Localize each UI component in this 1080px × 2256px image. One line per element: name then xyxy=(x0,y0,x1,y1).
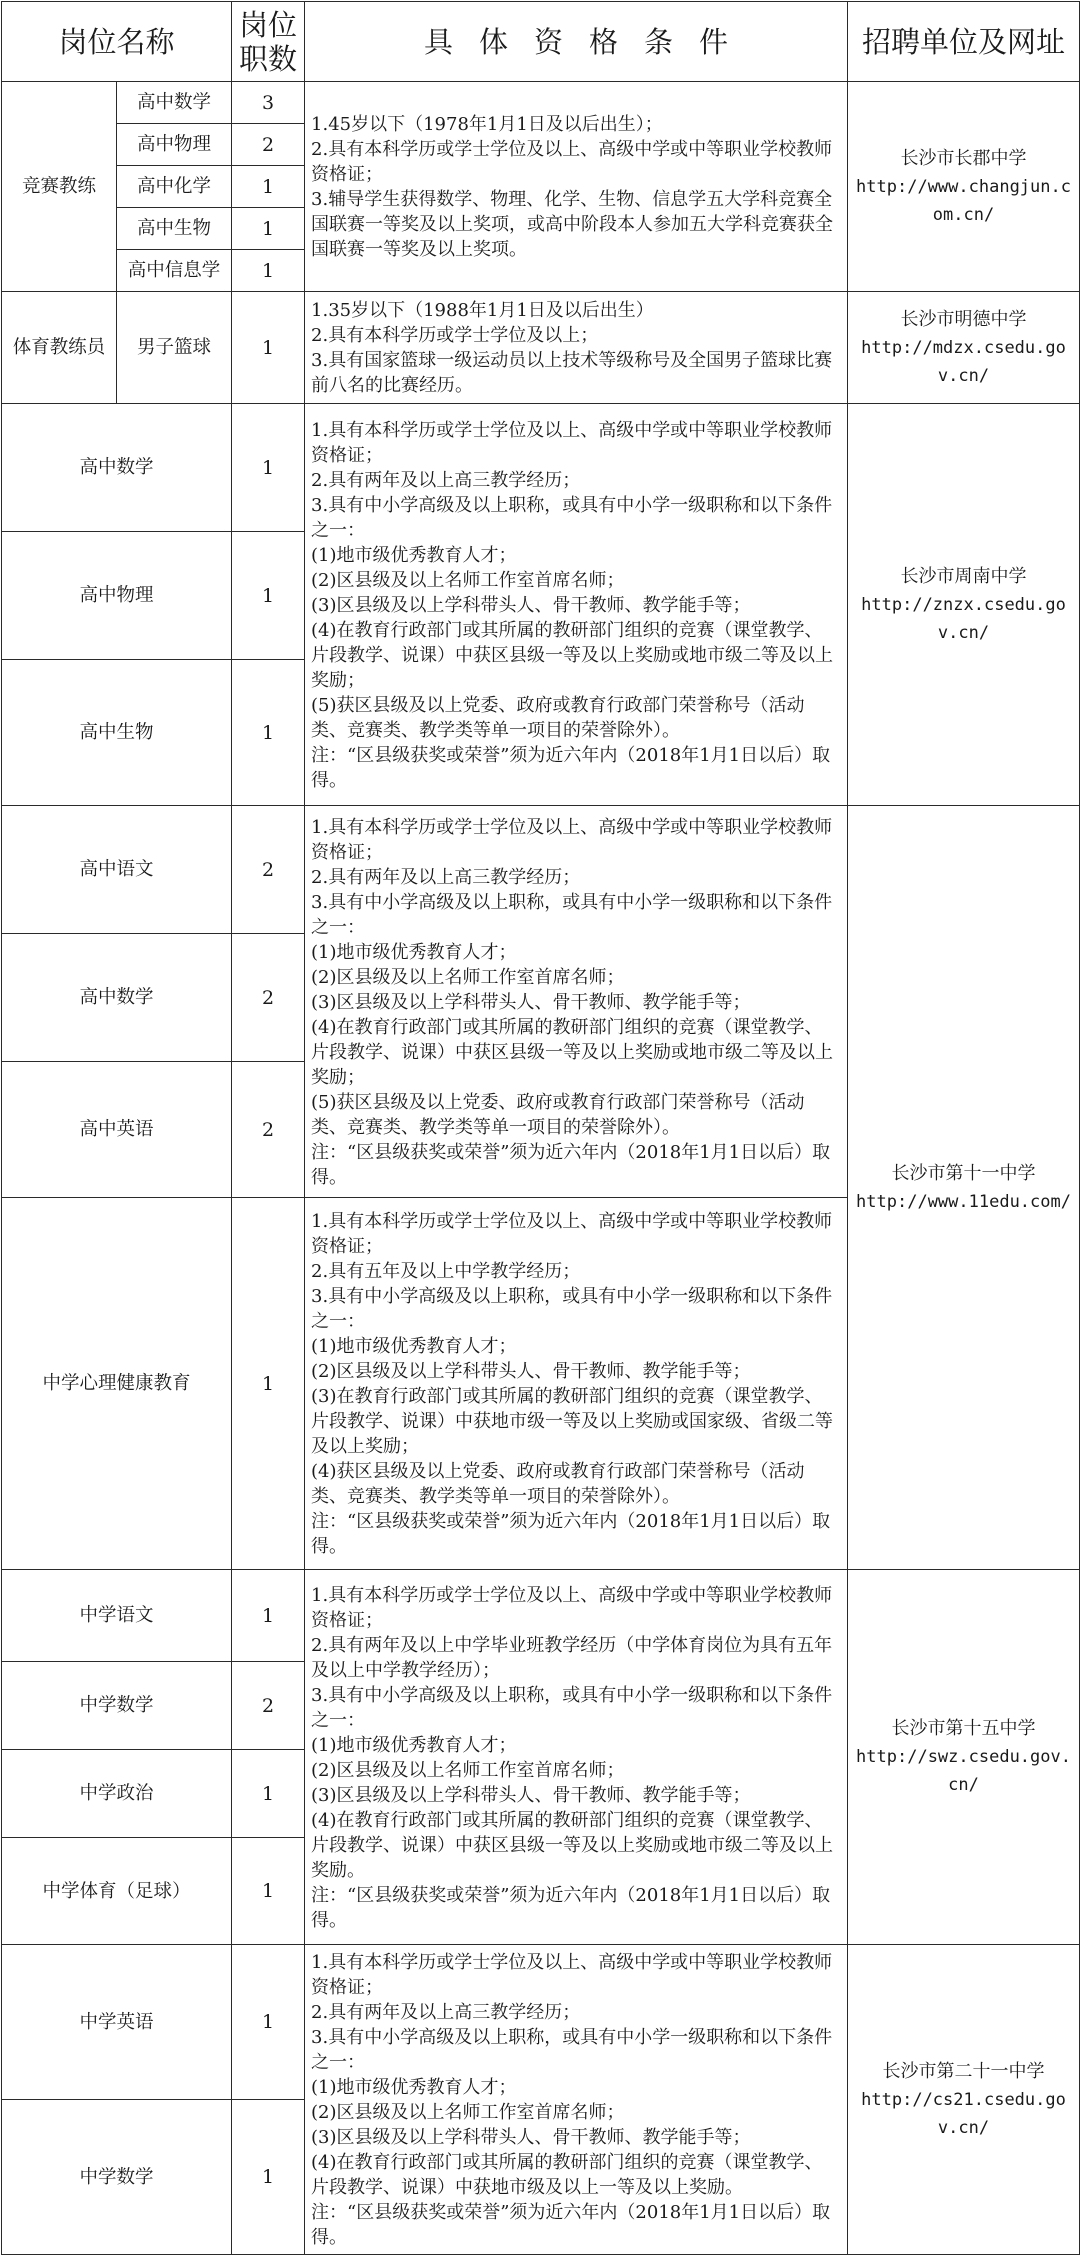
requirement-line: 1.45岁以下（1978年1月1日及以后出生）； xyxy=(311,114,663,135)
table-row xyxy=(2,404,1080,532)
position-count: 1 xyxy=(232,250,305,292)
position-name: 高中数学 xyxy=(117,82,232,124)
unit-url: http://cs21.csedu.gov.cn/ xyxy=(861,2089,1066,2138)
requirement-line: 3.具有中小学高级及以上职称，或具有中小学一级职称和以下条件之一： xyxy=(311,891,833,938)
requirement-line: 1.具有本科学历或学士学位及以上、高级中学或中等职业学校教师资格证； xyxy=(311,1584,833,1631)
requirement-line: 注：“区县级获奖或荣誉”须为近六年内（2018年1月1日以后）取得。 xyxy=(311,1884,831,1931)
position-count: 1 xyxy=(232,1198,305,1570)
requirement-line: (1)地市级优秀教育人才； xyxy=(311,2077,517,2098)
requirement-line: 注：“区县级获奖或荣誉”须为近六年内（2018年1月1日以后）取得。 xyxy=(311,744,831,791)
position-count: 1 xyxy=(232,404,305,532)
position-name: 男子篮球 xyxy=(117,292,232,404)
position-name: 中学语文 xyxy=(2,1570,232,1662)
requirement-line: (2)区县级及以上名师工作室首席名师； xyxy=(311,2102,625,2123)
position-name: 高中数学 xyxy=(2,934,232,1062)
unit-name: 长沙市第二十一中学 xyxy=(882,2060,1045,2082)
unit-cell xyxy=(848,1570,1080,1945)
unit-cell xyxy=(848,292,1080,404)
recruitment-table xyxy=(1,1,1080,2255)
requirement-line: (1)地市级优秀教育人才； xyxy=(311,1734,517,1756)
requirement-line: 3.辅导学生获得数学、物理、化学、生物、信息学五大学科竞赛全国联赛一等奖及以上奖项，或高中阶段本人参加五大学科竞赛获全国联赛一等奖及以上奖项。 xyxy=(311,189,834,260)
position-name: 高中物理 xyxy=(2,532,232,660)
requirement-line: 2.具有两年及以上高三教学经历； xyxy=(311,866,581,888)
position-count: 2 xyxy=(232,1662,305,1750)
position-name: 高中物理 xyxy=(117,124,232,166)
unit-cell xyxy=(848,404,1080,806)
position-count: 1 xyxy=(232,1945,305,2100)
table-row xyxy=(2,806,1080,934)
requirement-line: (3)区县级及以上学科带头人、骨干教师、教学能手等； xyxy=(311,1784,751,1806)
unit-url: http://www.changjun.com.cn/ xyxy=(856,176,1071,225)
category-cell: 竞赛教练 xyxy=(2,82,117,292)
position-name: 中学数学 xyxy=(2,2100,232,2255)
position-name: 高中语文 xyxy=(2,806,232,934)
requirement-line: 1.具有本科学历或学士学位及以上、高级中学或中等职业学校教师资格证； xyxy=(311,1211,833,1257)
position-name: 中学体育（足球） xyxy=(2,1838,232,1945)
requirement-line: 2.具有五年及以上中学教学经历； xyxy=(311,1261,581,1282)
requirement-line: 2.具有两年及以上高三教学经历； xyxy=(311,469,581,491)
requirement-line: 注：“区县级获奖或荣誉”须为近六年内（2018年1月1日以后）取得。 xyxy=(311,1141,831,1188)
position-count: 1 xyxy=(232,292,305,404)
position-name: 高中化学 xyxy=(117,166,232,208)
requirement-line: (2)区县级及以上名师工作室首席名师； xyxy=(311,1759,625,1781)
requirement-line: (5)获区县级及以上党委、政府或教育行政部门荣誉称号（活动类、竞赛类、教学类等单一项目的荣誉除外）。 xyxy=(311,1091,805,1138)
unit-name: 长沙市周南中学 xyxy=(900,565,1027,587)
requirement-line: 2.具有两年及以上高三教学经历； xyxy=(311,2002,581,2023)
position-name: 中学英语 xyxy=(2,1945,232,2100)
requirement-line: 1.具有本科学历或学士学位及以上、高级中学或中等职业学校教师资格证； xyxy=(311,419,833,466)
header-position: 岗位名称 xyxy=(2,2,232,82)
requirement-line: (3)区县级及以上学科带头人、骨干教师、教学能手等； xyxy=(311,2127,751,2148)
table-row xyxy=(2,1945,1080,2100)
position-count: 1 xyxy=(232,1750,305,1838)
position-name: 高中生物 xyxy=(2,660,232,806)
position-name: 中学政治 xyxy=(2,1750,232,1838)
unit-cell xyxy=(848,82,1080,292)
requirement-line: (3)区县级及以上学科带头人、骨干教师、教学能手等； xyxy=(311,991,751,1013)
unit-url: http://mdzx.csedu.gov.cn/ xyxy=(861,337,1066,386)
position-count: 1 xyxy=(232,2100,305,2255)
requirement-line: 2.具有本科学历或学士学位及以上； xyxy=(311,325,599,346)
requirement-line: (2)区县级及以上名师工作室首席名师； xyxy=(311,569,625,591)
position-name: 高中数学 xyxy=(2,404,232,532)
position-count: 2 xyxy=(232,934,305,1062)
requirements-cell xyxy=(305,1198,848,1570)
position-count: 1 xyxy=(232,1838,305,1945)
position-count: 1 xyxy=(232,1570,305,1662)
position-count: 2 xyxy=(232,124,305,166)
requirements-cell xyxy=(305,1570,848,1945)
requirement-line: (4)在教育行政部门或其所属的教研部门组织的竞赛（课堂教学、片段教学、说课）中获区县级一等及以上奖励或地市级二等及以上奖励； xyxy=(311,619,834,691)
requirement-line: 1.具有本科学历或学士学位及以上、高级中学或中等职业学校教师资格证； xyxy=(311,816,833,863)
position-name: 中学数学 xyxy=(2,1662,232,1750)
unit-cell xyxy=(848,806,1080,1570)
requirement-line: 3.具有中小学高级及以上职称，或具有中小学一级职称和以下条件之一： xyxy=(311,1684,833,1731)
position-count: 2 xyxy=(232,1062,305,1198)
category-cell: 体育教练员 xyxy=(2,292,117,404)
position-name: 高中生物 xyxy=(117,208,232,250)
requirement-line: 1.具有本科学历或学士学位及以上、高级中学或中等职业学校教师资格证； xyxy=(311,1952,833,1998)
requirement-line: 2.具有两年及以上中学毕业班教学经历（中学体育岗位为具有五年及以上中学教学经历）； xyxy=(311,1634,833,1681)
unit-url: http://znzx.csedu.gov.cn/ xyxy=(861,594,1066,643)
requirements-cell xyxy=(305,292,848,404)
requirement-line: (4)获区县级及以上党委、政府或教育行政部门荣誉称号（活动类、竞赛类、教学类等单一项目的荣誉除外）。 xyxy=(311,1461,805,1507)
requirement-line: (1)地市级优秀教育人才； xyxy=(311,544,517,566)
requirement-line: (3)在教育行政部门或其所属的教研部门组织的竞赛（课堂教学、片段教学、说课）中获地市级一等及以上奖励或国家级、省级二等及以上奖励； xyxy=(311,1386,834,1457)
requirement-line: 注：“区县级获奖或荣誉”须为近六年内（2018年1月1日以后）取得。 xyxy=(311,1511,831,1557)
requirement-line: (4)在教育行政部门或其所属的教研部门组织的竞赛（课堂教学、片段教学、说课）中获地市级及以上一等及以上奖励。 xyxy=(311,2152,823,2198)
unit-url: http://www.11edu.com/ xyxy=(856,1191,1071,1212)
position-name: 中学心理健康教育 xyxy=(2,1198,232,1570)
requirement-line: (2)区县级及以上名师工作室首席名师； xyxy=(311,966,625,988)
requirement-line: (3)区县级及以上学科带头人、骨干教师、教学能手等； xyxy=(311,594,751,616)
requirement-line: 3.具有中小学高级及以上职称，或具有中小学一级职称和以下条件之一： xyxy=(311,1286,833,1332)
requirement-line: 3.具有中小学高级及以上职称，或具有中小学一级职称和以下条件之一： xyxy=(311,2027,833,2073)
requirement-line: (1)地市级优秀教育人才； xyxy=(311,941,517,963)
requirement-line: (4)在教育行政部门或其所属的教研部门组织的竞赛（课堂教学、片段教学、说课）中获区县级一等及以上奖励或地市级二等及以上奖励。 xyxy=(311,1809,834,1881)
requirements-cell xyxy=(305,404,848,806)
unit-url: http://swz.csedu.gov.cn/ xyxy=(856,1747,1071,1795)
header-unit: 招聘单位及网址 xyxy=(848,2,1080,82)
unit-name: 长沙市长郡中学 xyxy=(900,147,1027,169)
requirement-line: 2.具有本科学历或学士学位及以上、高级中学或中等职业学校教师资格证； xyxy=(311,139,833,185)
header-count: 岗位 职数 xyxy=(232,2,305,82)
requirement-line: (1)地市级优秀教育人才； xyxy=(311,1336,517,1357)
requirement-line: 3.具有中小学高级及以上职称，或具有中小学一级职称和以下条件之一： xyxy=(311,494,833,541)
header-row xyxy=(2,2,1080,82)
position-count: 1 xyxy=(232,166,305,208)
requirement-line: 3.具有国家篮球一级运动员以上技术等级称号及全国男子篮球比赛前八名的比赛经历。 xyxy=(311,350,833,396)
requirements-cell xyxy=(305,1945,848,2255)
position-count: 3 xyxy=(232,82,305,124)
requirement-line: (5)获区县级及以上党委、政府或教育行政部门荣誉称号（活动类、竞赛类、教学类等单一项目的荣誉除外）。 xyxy=(311,694,805,741)
unit-name: 长沙市第十一中学 xyxy=(891,1162,1036,1184)
table-row xyxy=(2,1570,1080,1662)
header-conditions: 具体资格条件 xyxy=(305,2,848,82)
table-row xyxy=(2,292,1080,404)
position-count: 1 xyxy=(232,660,305,806)
requirements-cell xyxy=(305,82,848,292)
requirement-line: 1.35岁以下（1988年1月1日及以后出生） xyxy=(311,300,654,321)
unit-name: 长沙市第十五中学 xyxy=(891,1718,1036,1739)
requirement-line: (2)区县级及以上学科带头人、骨干教师、教学能手等； xyxy=(311,1361,751,1382)
table-row xyxy=(2,82,1080,124)
position-count: 1 xyxy=(232,208,305,250)
position-count: 2 xyxy=(232,806,305,934)
requirement-line: 注：“区县级获奖或荣誉”须为近六年内（2018年1月1日以后）取得。 xyxy=(311,2202,831,2248)
requirement-line: (4)在教育行政部门或其所属的教研部门组织的竞赛（课堂教学、片段教学、说课）中获区县级一等及以上奖励或地市级二等及以上奖励； xyxy=(311,1016,834,1088)
position-count: 1 xyxy=(232,532,305,660)
position-name: 高中信息学 xyxy=(117,250,232,292)
unit-name: 长沙市明德中学 xyxy=(900,308,1027,330)
position-name: 高中英语 xyxy=(2,1062,232,1198)
requirements-cell xyxy=(305,806,848,1198)
unit-cell xyxy=(848,1945,1080,2255)
